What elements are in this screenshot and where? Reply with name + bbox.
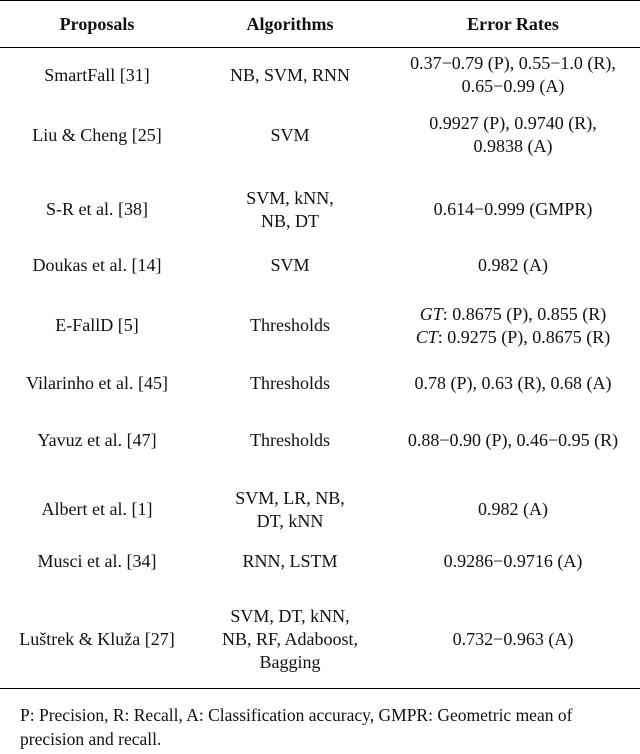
header-row	[0, 1, 640, 48]
rates-line: 0.9838 (A)	[473, 136, 553, 156]
table-row	[0, 252, 640, 280]
algorithms-cell	[194, 280, 386, 372]
table-row	[0, 487, 640, 533]
rates-line: 0.37−0.79 (P), 0.55−1.0 (R),	[410, 53, 616, 74]
algorithms-cell	[194, 395, 386, 487]
table-row	[0, 168, 640, 252]
proposal-cell: Doukas et al. [14]	[32, 255, 162, 275]
algorithms-cell	[194, 533, 386, 591]
table-row	[0, 280, 640, 372]
proposal-cell: E-FallD [5]	[55, 315, 139, 335]
rates-line	[386, 303, 640, 326]
rates-line: 0.982 (A)	[478, 499, 548, 519]
rates-rest: : 0.8675 (P), 0.855 (R)	[442, 303, 607, 324]
header-error-rates: Error Rates	[386, 1, 640, 48]
proposal-cell: Yavuz et al. [47]	[37, 430, 157, 450]
algorithms-line: Bagging	[259, 651, 321, 672]
algorithms-line: Thresholds	[250, 372, 330, 393]
algorithms-cell	[194, 487, 386, 533]
proposal-cell: Vilarinho et al. [45]	[26, 372, 168, 393]
algorithms-line: SVM, DT, kNN,	[230, 605, 350, 626]
algorithms-line: SVM	[270, 255, 310, 275]
rates-line: 0.65−0.99 (A)	[461, 76, 565, 97]
algorithms-line: NB, DT	[261, 210, 319, 231]
algorithms-line: Thresholds	[250, 430, 330, 450]
header-proposals: Proposals	[0, 1, 194, 48]
rates-line: 0.9927 (P), 0.9740 (R),	[429, 113, 597, 133]
algorithms-line: DT, kNN	[256, 510, 324, 531]
proposal-cell: SmartFall [31]	[44, 64, 150, 85]
proposal-cell: Luštrek & Kluža [27]	[0, 591, 194, 689]
rates-cell	[386, 280, 640, 372]
algorithms-cell	[194, 48, 386, 103]
rates-prefix-ct: CT	[415, 326, 438, 347]
rates-cell	[386, 168, 640, 252]
rates-prefix-gt: GT	[419, 303, 443, 324]
algorithms-line: Thresholds	[250, 315, 330, 335]
proposal-cell: S-R et al. [38]	[46, 199, 148, 219]
algorithms-cell	[194, 103, 386, 168]
rates-line: 0.614−0.999 (GMPR)	[433, 199, 593, 219]
table-row	[0, 591, 640, 689]
rates-line	[386, 326, 640, 349]
algorithms-line: SVM	[270, 124, 310, 145]
algorithms-line: NB, RF, Adaboost,	[221, 628, 359, 649]
rates-cell	[386, 395, 640, 487]
rates-line: 0.982 (A)	[478, 255, 548, 275]
rates-cell	[386, 487, 640, 533]
table-row	[0, 103, 640, 168]
rates-cell	[386, 252, 640, 280]
table-row	[0, 48, 640, 103]
algorithms-line: SVM, LR, NB,	[235, 487, 345, 508]
rates-line: 0.78 (P), 0.63 (R), 0.68 (A)	[414, 372, 612, 393]
header-algorithms: Algorithms	[194, 1, 386, 48]
proposal-cell: Albert et al. [1]	[41, 499, 153, 519]
rates-cell	[386, 103, 640, 168]
algorithms-line: RNN, LSTM	[242, 551, 338, 571]
algorithms-cell	[194, 591, 386, 689]
proposal-cell: Musci et al. [34]	[37, 551, 157, 571]
table-row	[0, 533, 640, 591]
proposal-cell: Liu & Cheng [25]	[32, 124, 162, 145]
table-row	[0, 372, 640, 395]
table-row	[0, 395, 640, 487]
rates-line: 0.732−0.963 (A)	[452, 628, 574, 649]
algorithms-cell	[194, 372, 386, 395]
rates-line: 0.88−0.90 (P), 0.46−0.95 (R)	[407, 430, 619, 450]
rates-line: 0.9286−0.9716 (A)	[443, 551, 583, 571]
rates-rest: : 0.9275 (P), 0.8675 (R)	[437, 326, 611, 347]
rates-cell	[386, 533, 640, 591]
rates-cell	[386, 48, 640, 103]
algorithms-line: SVM, kNN,	[246, 187, 334, 208]
algorithms-cell	[194, 252, 386, 280]
rates-cell	[386, 591, 640, 689]
algorithms-line: NB, SVM, RNN	[229, 64, 351, 85]
rates-cell	[386, 372, 640, 395]
algorithms-cell	[194, 168, 386, 252]
table-footnote: P: Precision, R: Recall, A: Classification accuracy, GMPR: Geometric mean of precision and recall.	[20, 705, 573, 749]
